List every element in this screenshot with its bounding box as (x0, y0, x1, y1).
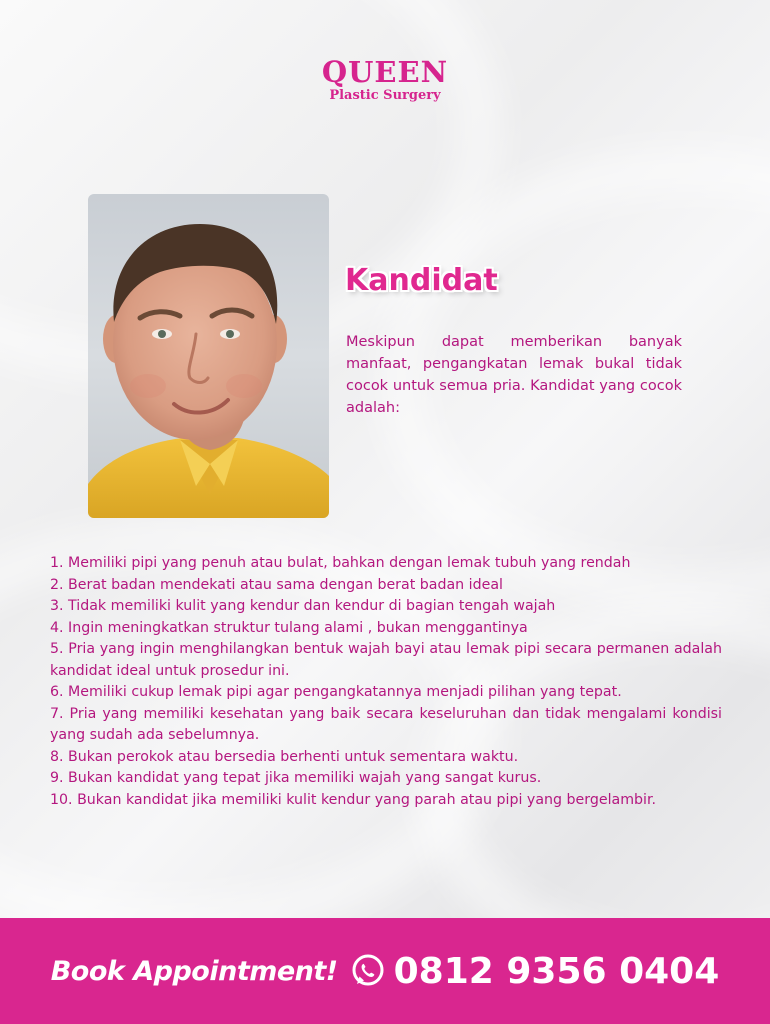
list-item: 7. Pria yang memiliki kesehatan yang baik secara keseluruhan dan tidak mengalami kondisi yang sudah ada sebelumnya. (50, 705, 722, 743)
person-photo (88, 194, 329, 518)
list-item: 6. Memiliki cukup lemak pipi agar pengangkatannya menjadi pilihan yang tepat. (50, 684, 622, 700)
intro-paragraph: Meskipun dapat memberikan banyak manfaat, pengangkatan lemak bukal tidak cocok untuk semua pria. Kandidat yang cocok adalah: (346, 334, 682, 416)
list-item: 9. Bukan kandidat yang tepat jika memiliki wajah yang sangat kurus. (50, 770, 542, 786)
list-item: 5. Pria yang ingin menghilangkan bentuk wajah bayi atau lemak pipi secara permanen adalah kandidat ideal untuk prosedur ini. (50, 641, 722, 679)
brand-tagline: Plastic Surgery (329, 88, 441, 103)
list-item: 1. Memiliki pipi yang penuh atau bulat, bahkan dengan lemak tubuh yang rendah (50, 555, 631, 571)
brand-name: QUEEN (321, 55, 449, 89)
list-item: 4. Ingin meningkatkan struktur tulang alami , bukan menggantinya (50, 619, 528, 636)
phone-number[interactable]: 0812 9356 0404 (393, 950, 720, 992)
criteria-list (50, 553, 722, 811)
whatsapp-icon[interactable] (350, 953, 386, 989)
list-item: 10. Bukan kandidat jika memiliki kulit kendur yang parah atau pipi yang bergelambir. (50, 791, 657, 808)
booking-footer[interactable] (0, 918, 770, 1024)
portrait-illustration (88, 194, 329, 518)
list-item: 8. Bukan perokok atau bersedia berhenti untuk sementara waktu. (50, 748, 519, 765)
list-item: 3. Tidak memiliki kulit yang kendur dan kendur di bagian tengah wajah (50, 598, 556, 614)
list-item: 2. Berat badan mendekati atau sama dengan berat badan ideal (50, 576, 503, 593)
book-appointment-label[interactable]: Book Appointment! (50, 955, 338, 987)
section-heading: Kandidat (345, 263, 498, 298)
brand-logo (0, 56, 770, 104)
